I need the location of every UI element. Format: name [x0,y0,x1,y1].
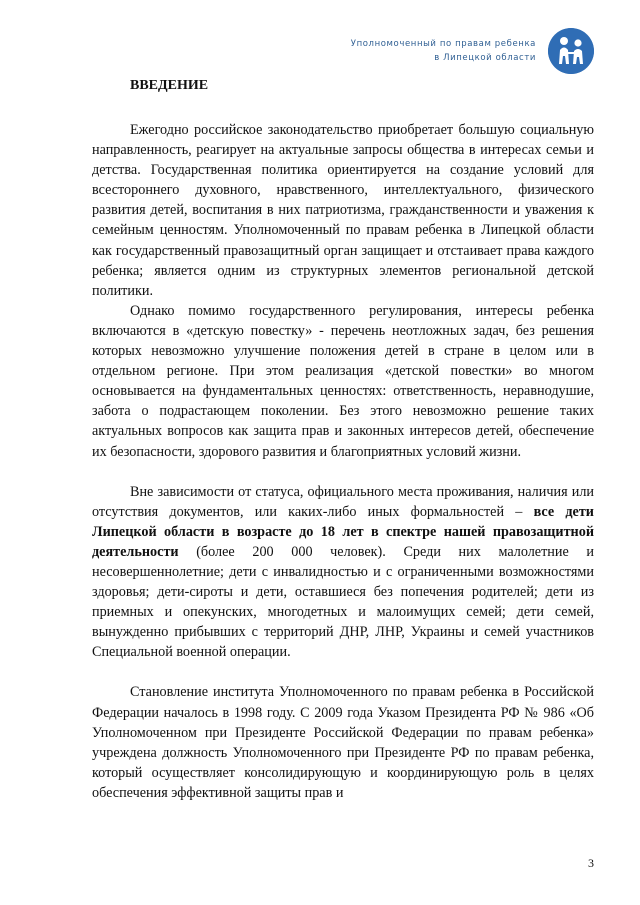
section-title: ВВЕДЕНИЕ [130,78,209,93]
header-line-2: в Липецкой области [434,53,536,63]
paragraph-4: Становление института Уполномоченного по правам ребенка в Российской Федерации началось в 1998 году. С 2009 года Указом Президента РФ № 986 «Об Уполномоченном при Президенте Российской Федерации по правам ребенка» учреждена должность Уполномоченного при Президенте РФ по правам ребенка, который осуществляет консолидирующую и координирующую роль в целях обеспечения эффективной защиты прав и [92,684,594,801]
document-body [92,78,594,803]
header-title [351,37,536,65]
header-line-1: Уполномоченный по правам ребенка [350,39,536,49]
page-header [351,28,594,74]
paragraph-3-start: Вне зависимости от статуса, официального места проживания, наличия или отсутствия документов, или каких-либо иных формальностей – [92,483,594,520]
paragraph-3 [92,482,594,663]
paragraph-2: Однако помимо государственного регулирования, интересы ребенка включаются в «детскую повестку» - перечень неотложных задач, без решения которых невозможно улучшение положения детей в стране в целом или в отдельном регионе. При этом реализация «детской повестки» во многом основывается на фундаментальных ценностях: ответственность, неравнодушие, забота о подрастающем поколении. Без этого невозможно решение таких актуальных вопросов как защита прав и законных интересов детей, обеспечение их безопасности, здорового развития и благоприятных условий жизни. [92,302,594,460]
page-number: 3 [588,856,594,870]
paragraph-3-end: (более 200 000 человек). Среди них малолетние и несовершеннолетние; дети с инвалидностью и с ограниченными возможностями здоровья; дети-сироты и дети, оставшиеся без попечения родителей; дети из приемных и опекунских, многодетных и малоимущих семей; дети семей, вынужденно прибывших с территорий ДНР, ЛНР, Украины и семей участников Специальной военной операции. [92,543,594,661]
paragraph-1: Ежегодно российское законодательство приобретает большую социальную направленность, реагирует на актуальные запросы общества в интересах семьи и детства. Государственная политика ориентируется на создание условий для всестороннего духовного, нравственного, интеллектуального, физического развития детей, воспитания в них патриотизма, гражданственности и уважения к семейным ценностям. Уполномоченный по правам ребенка в Липецкой области как государственный правозащитный орган защищает и отстаивает права каждого ребенка; является одним из структурных элементов региональной детской политики. [92,122,594,299]
children-silhouette-icon [548,28,594,74]
paragraph-3-emphasis: все дети Липецкой области в возрасте до 18 лет в спектре нашей правозащитной деятельности [92,503,594,560]
